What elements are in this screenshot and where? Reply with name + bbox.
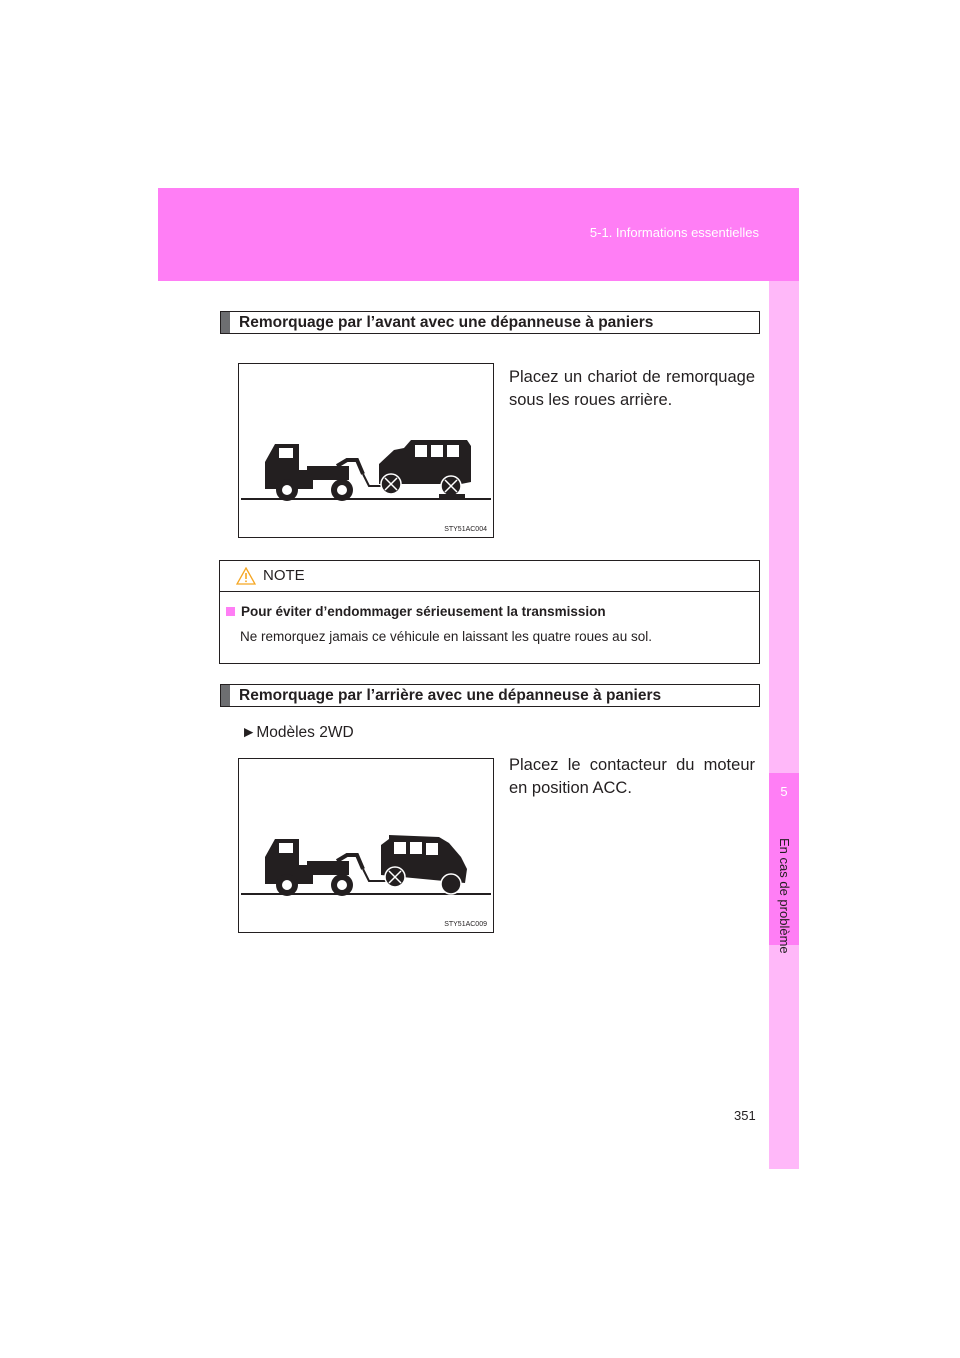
figure-code: STY51AC004 [444,526,487,533]
instruction-text: Placez le contacteur du moteur en position ACC. [509,756,755,797]
page-number: 351 [734,1108,756,1123]
note-item-title-text: Pour éviter d’endommager sérieusement la transmission [241,604,606,619]
chapter-title: En cas de problème [777,838,792,954]
figure-front-towing [238,363,494,538]
model-label: ►Modèles 2WD [241,724,354,741]
section-title: 5-1. Informations essentielles [589,225,759,240]
instruction-text: Placez un chariot de remorquage sous les roues arrière. [509,368,755,409]
figure-rear-towing [238,758,494,933]
section-heading-front-towing [220,311,760,334]
section-heading-text: Remorquage par l’arrière avec une dépanneuse à paniers [239,686,662,704]
note-item-text: Ne remorquez jamais ce véhicule en laissant les quatre roues au sol. [240,629,652,644]
section-heading-text: Remorquage par l’avant avec une dépanneuse à paniers [239,313,654,331]
note-header [220,561,759,592]
section-heading-rear-towing [220,684,760,707]
bullet-square-icon [226,607,235,616]
note-item-title [226,604,606,619]
chapter-number: 5 [780,784,788,799]
note-box [219,560,760,664]
heading-bar [221,685,230,706]
header-band [158,188,799,281]
tow-truck-illustration [239,759,495,934]
note-label: NOTE [263,567,305,584]
tow-truck-illustration [239,364,495,539]
heading-bar [221,312,230,333]
side-tab-strip [769,281,799,1169]
figure-code: STY51AC009 [444,921,487,928]
warning-triangle-icon [236,567,256,585]
